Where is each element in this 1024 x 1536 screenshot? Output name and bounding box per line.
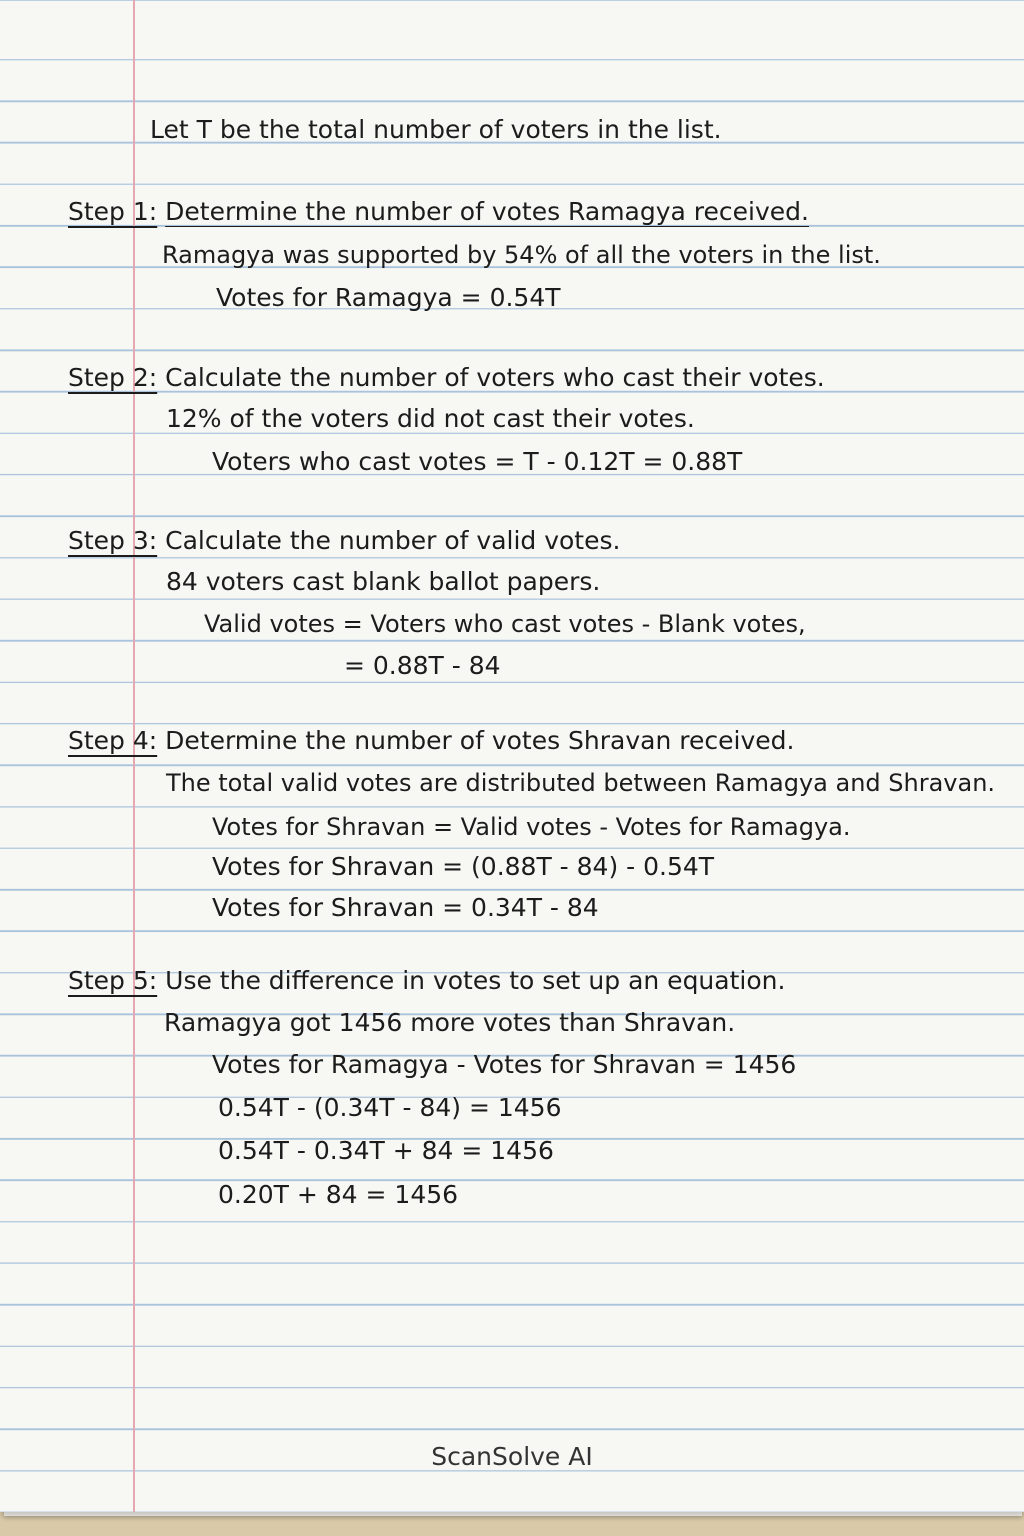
step-1-title: Determine the number of votes Ramagya received. bbox=[165, 197, 809, 226]
step-4-line-1: The total valid votes are distributed between Ramagya and Shravan. bbox=[166, 769, 996, 797]
step-2-heading bbox=[68, 362, 825, 394]
intro-text: Let T be the total number of voters in the list. bbox=[150, 115, 722, 144]
step-2-label: Step 2: bbox=[68, 363, 158, 392]
step-2-line-2: Voters who cast votes = T - 0.12T = 0.88T bbox=[212, 447, 743, 476]
step-3-line-1: 84 voters cast blank ballot papers. bbox=[166, 567, 601, 596]
step-4-label: Step 4: bbox=[68, 726, 158, 755]
step-5-line-5: 0.20T + 84 = 1456 bbox=[218, 1180, 459, 1209]
step-2-title: Calculate the number of voters who cast their votes. bbox=[165, 363, 825, 392]
step-3-line-2: Valid votes = Voters who cast votes - Blank votes, bbox=[204, 610, 806, 638]
step-5-heading bbox=[68, 965, 785, 997]
step-1-label: Step 1: bbox=[68, 197, 158, 226]
step-5-line-4: 0.54T - 0.34T + 84 = 1456 bbox=[218, 1136, 554, 1165]
step-5-line-1: Ramagya got 1456 more votes than Shravan. bbox=[164, 1008, 736, 1037]
step-5-title: Use the difference in votes to set up an equation. bbox=[165, 966, 786, 995]
step-3-line-3: = 0.88T - 84 bbox=[344, 651, 501, 680]
step-3-label: Step 3: bbox=[68, 526, 158, 555]
step-2-line-1: 12% of the voters did not cast their votes. bbox=[166, 404, 695, 433]
step-4-title: Determine the number of votes Shravan received. bbox=[165, 726, 795, 755]
step-5-label: Step 5: bbox=[68, 966, 158, 995]
step-4-line-4: Votes for Shravan = 0.34T - 84 bbox=[212, 893, 599, 922]
step-4-line-2: Votes for Shravan = Valid votes - Votes for Ramagya. bbox=[212, 813, 851, 841]
step-4-line-3: Votes for Shravan = (0.88T - 84) - 0.54T bbox=[212, 852, 715, 881]
step-1-line-1: Ramagya was supported by 54% of all the voters in the list. bbox=[162, 241, 881, 269]
step-1-line-2: Votes for Ramagya = 0.54T bbox=[216, 283, 561, 312]
step-1-heading bbox=[68, 196, 809, 228]
step-4-heading bbox=[68, 725, 794, 757]
step-5-line-3: 0.54T - (0.34T - 84) = 1456 bbox=[218, 1093, 562, 1122]
step-3-title: Calculate the number of valid votes. bbox=[165, 526, 621, 555]
footer-brand: ScanSolve AI bbox=[431, 1442, 593, 1471]
step-5-line-2: Votes for Ramagya - Votes for Shravan = 1456 bbox=[212, 1050, 797, 1079]
step-3-heading bbox=[68, 525, 620, 557]
